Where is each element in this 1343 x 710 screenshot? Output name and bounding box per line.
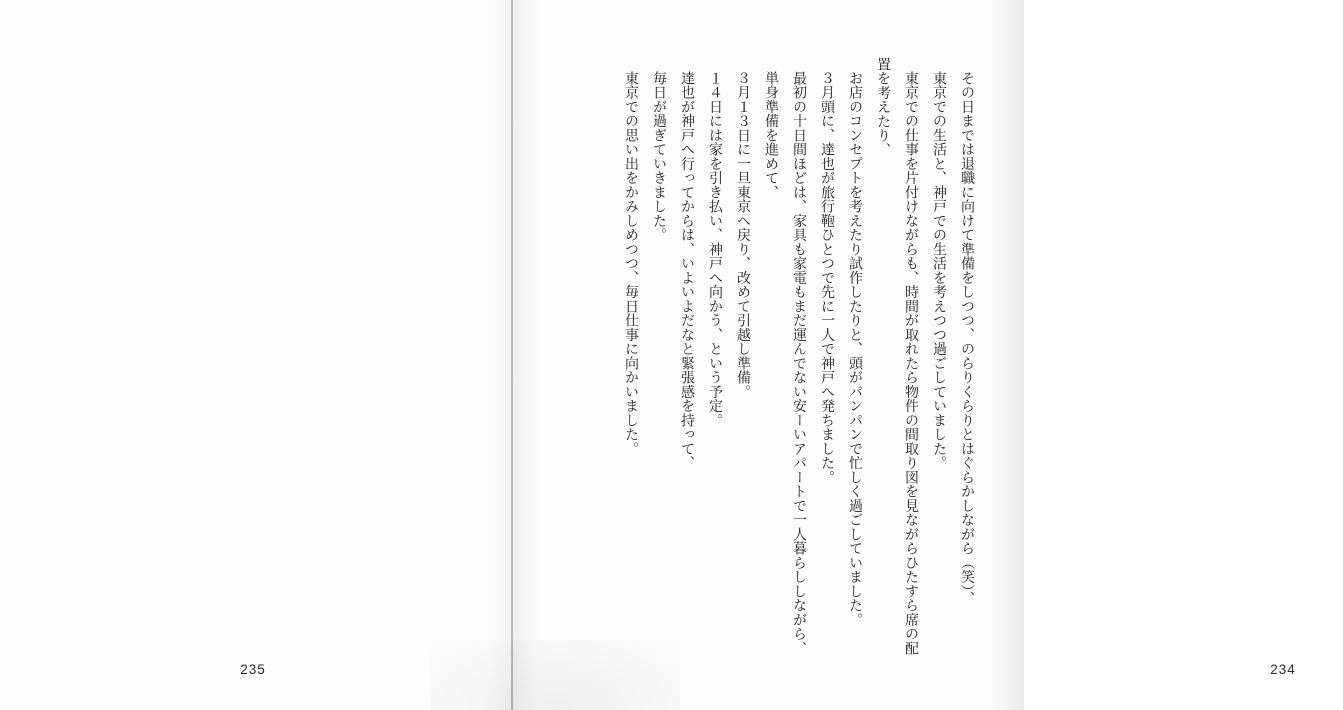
left-page	[0, 0, 511, 710]
text-line: 達也が神戸へ行ってからは、いよいよだなと緊張感を持って、	[679, 71, 694, 470]
text-line: 東京での仕事を片付けながらも、時間が取れたら物件の間取り図を見ながらひたすら席の配置を考えたり、	[875, 57, 918, 656]
right-page	[513, 0, 1296, 710]
text-line: 単身準備を進めて、	[763, 71, 778, 200]
text-line: ３月１３日に一旦東京へ戻り、改めて引越し準備。	[735, 71, 750, 399]
right-page-number: 234	[1270, 662, 1296, 677]
left-page-number: 235	[240, 662, 266, 677]
text-line: 毎日が過ぎていきました。	[651, 71, 666, 242]
text-line: 東京での思い出をかみしめつつ、毎日仕事に向かいました。	[623, 71, 638, 456]
text-line: 最初の十日間ほどは、家具も家電もまだ運んでない安ーいアパートで一人暮らししながら、	[791, 71, 806, 656]
page-edge-shadow	[990, 0, 1024, 710]
text-line: その日までは退職に向けて準備をしつつ、のらりくらりとはぐらかしながら（笑）、	[959, 71, 974, 606]
text-line: お店のコンセプトを考えたり試作したりと、頭がパンパンで忙しく過ごしていました。	[847, 71, 862, 627]
text-line: 東京での生活と、神戸での生活を考えつつ過ごしていました。	[931, 71, 946, 470]
gutter-shadow-left	[487, 0, 511, 710]
text-line: ３月頭に、達也が旅行鞄ひとつで先に一人で神戸へ発ちました。	[819, 71, 834, 485]
text-line: １４日には家を引き払い、神戸へ向かう、という予定。	[707, 71, 722, 428]
right-page-text	[616, 57, 980, 665]
gutter-shadow-right	[513, 0, 539, 710]
